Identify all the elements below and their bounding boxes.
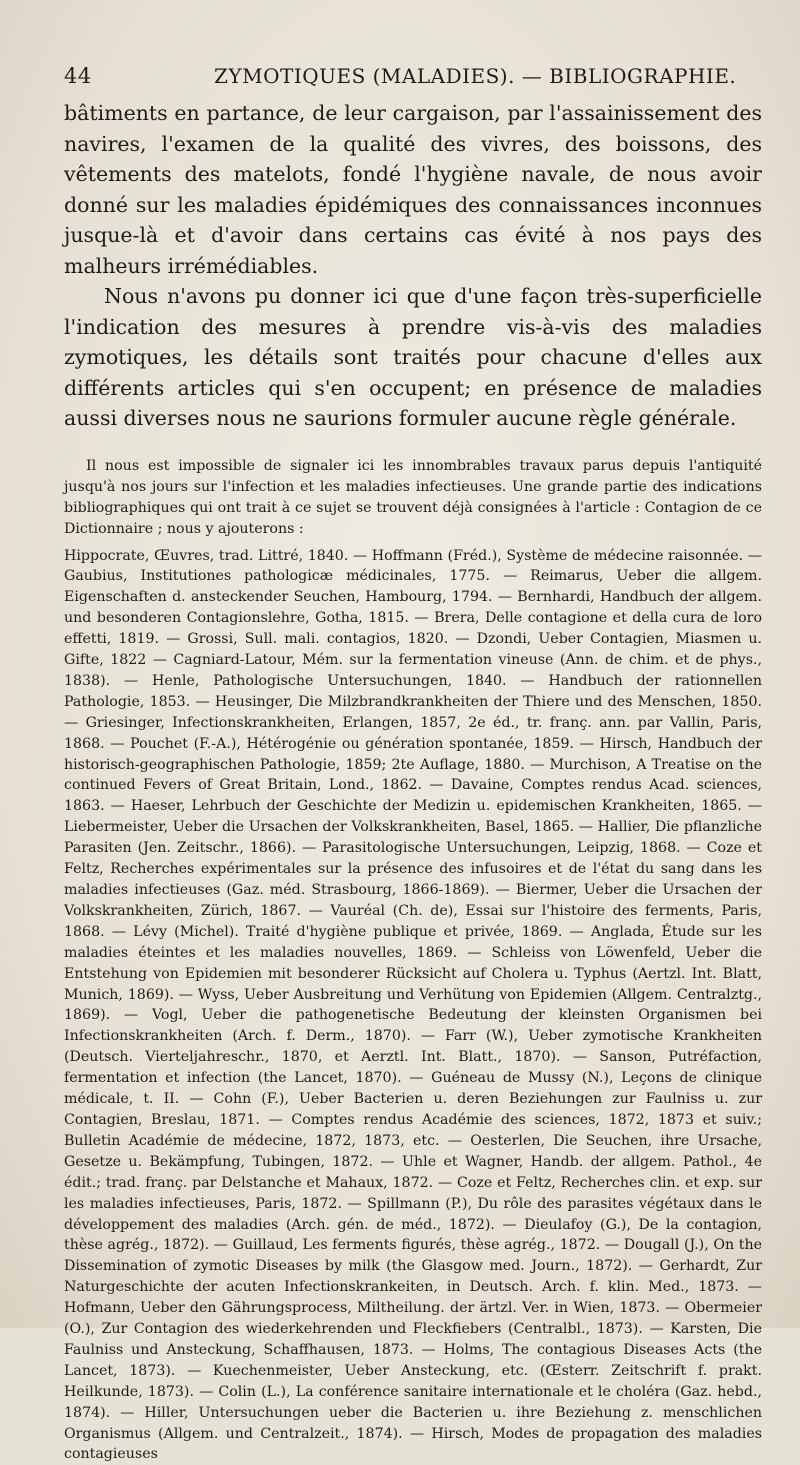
main-text [64,98,762,434]
bibliography-list: Hippocrate, Œuvres, trad. Littré, 1840. — Hoffmann (Fréd.), Système de médecine raisonnée. — Gaubius, Institutiones pathologicæ médicinales, 1775. — Reimarus, Ueber die allgem. Eigenschaften d. ansteckender Seuchen, Hambourg, 1794. — Bernhardi, Handbuch der allgem. und besonderen Contagionslehre, Gotha, 1815. — Brera, Delle contagione et della cura de loro effetti, 1819. — Grossi, Sull. mali. contagios, 1820. — Dzondi, Ueber Contagien, Miasmen u. Gifte, 1822 — Cagniard-Latour, Mém. sur la fermentation vineuse (Ann. de chim. et de phys., 1838). — Henle, Pathologische Untersuchungen, 1840. — Handbuch der rationnellen Pathologie, 1853. — Heusinger, Die Milzbrandkrankheiten der Thiere und des Menschen, 1850. — Griesinger, Infectionskrankheiten, Erlangen, 1857, 2e éd., tr. franç. ann. par Vallin, Paris, 1868. — Pouchet (F.-A.), Hétérogénie ou génération spontanée, 1859. — Hirsch, Handbuch der historisch-geographischen Pathologie, 1859; 2te Auflage, 1880. — Murchison, A Treatise on the continued Fevers of Great Britain, Lond., 1862. — Davaine, Comptes rendus Acad. sciences, 1863. — Haeser, Lehrbuch der Geschichte der Medizin u. epidemischen Krankheiten, 1865. — Liebermeister, Ueber die Ursachen der Volkskrankheiten, Basel, 1865. — Hallier, Die pflanzliche Parasiten (Jen. Zeitschr., 1866). — Parasitologische Untersuchungen, Leipzig, 1868. — Coze et Feltz, Recherches expérimentales sur la présence des infusoires et de l'état du sang dans les maladies infectieuses (Gaz. méd. Strasbourg, 1866-1869). — Biermer, Ueber die Ursachen der Volkskrankheiten, Zürich, 1867. — Vauréal (Ch. de), Essai sur l'histoire des ferments, Paris, 1868. — Lévy (Michel). Traité d'hygiène publique et privée, 1869. — Anglada, Étude sur les maladies éteintes et les maladies nouvelles, 1869. — Schleiss von Löwenfeld, Ueber die Entstehung von Epidemien mit besonderer Rücksicht auf Cholera u. Typhus (Aertzl. Int. Blatt, Munich, 1869). — Wyss, Ueber Ausbreitung und Verhütung von Epidemien (Allgem. Centralztg., 1869). — Vogl, Ueber die pathogenetische Bedeutung der kleinsten Organismen bei Infectionskrankheiten (Arch. f. Derm., 1870). — Farr (W.), Ueber zymotische Krankheiten (Deutsch. Vierteljahreschr., 1870, et Aerztl. Int. Blatt., 1870). — Sanson, Putréfaction, fermentation et infection (the Lancet, 1870). — Guéneau de Mussy (N.), Leçons de clinique médicale, t. II. — Cohn (F.), Ueber Bacterien u. deren Beziehungen zur Faulniss u. zur Contagien, Breslau, 1871. — Comptes rendus Académie des sciences, 1872, 1873 et suiv.; Bulletin Académie de médecine, 1872, 1873, etc. — Oesterlen, Die Seuchen, ihre Ursache, Gesetze u. Bekämpfung, Tubingen, 1872. — Uhle et Wagner, Handb. der allgem. Pathol., 4e édit.; trad. franç. par Delstanche et Mahaux, 1872. — Coze et Feltz, Recherches clin. et exp. sur les maladies infectieuses, Paris, 1872. — Spillmann (P.), Du rôle des parasites végétaux dans le développement des maladies (Arch. gén. de méd., 1872). — Dieulafoy (G.), De la contagion, thèse agrég., 1872). — Guillaud, Les ferments figurés, thèse agrég., 1872. — Dougall (J.), On the Dissemination of zymotic Diseases by milk (the Glasgow med. Journ., 1872). — Gerhardt, Zur Naturgeschichte der acuten Infectionskrankeiten, in Deutsch. Arch. f. klin. Med., 1873. — Hofmann, Ueber den Gährungsprocess, Miltheilung. der ärtzl. Ver. in Wien, 1873. — Obermeier (O.), Zur Contagion des wiederkehrenden und Fleckfiebers (Centralbl., 1873). — Karsten, Die Faulniss und Ansteckung, Schaffhausen, 1873. — Holms, The contagious Diseases Acts (the Lancet, 1873). — Kuechenmeister, Ueber Ansteckung, etc. (Œsterr. Zeitschrift f. prakt. Heilkunde, 1873). — Colin (L.), La conférence sanitaire internationale et le choléra (Gaz. hebd., 1874). — Hiller, Untersuchungen ueber die Bacterien u. ihre Beziehung z. menschlichen Organismus (Allgem. und Centralzeit., 1874). — Hirsch, Modes de propagation des maladies contagieuses [64,546,762,1465]
running-title: ZYMOTIQUES (MALADIES). — BIBLIOGRAPHIE. [214,64,762,88]
bibliography-intro: Il nous est impossible de signaler ici les innombrables travaux parus depuis l'antiquité jusqu'à nos jours sur l'infection et les maladies infectieuses. Une grande partie des indications bibliographiques qui ont trait à ce sujet se trouvent déjà consignées à l'article : Contagion de ce Dictionnaire ; nous y ajouterons : [64,456,762,540]
paragraph-2: Nous n'avons pu donner ici que d'une façon très-superficielle l'indication des mesures à prendre vis-à-vis des maladies zymotiques, les détails sont traités pour chacune d'elles aux différents articles qui s'en occupent; en présence de maladies aussi diverses nous ne saurions formuler aucune règle générale. [64,281,762,434]
page-number: 44 [64,64,214,88]
page-header [64,64,762,88]
paragraph-1: bâtiments en partance, de leur cargaison, par l'assainissement des navires, l'examen de la qualité des vivres, des boissons, des vêtements des matelots, fondé l'hygiène navale, de nous avoir donné sur les maladies épidémiques des connaissances inconnues jusque-là et d'avoir dans certains cas évité à nos pays des malheurs irrémédiables. [64,98,762,281]
